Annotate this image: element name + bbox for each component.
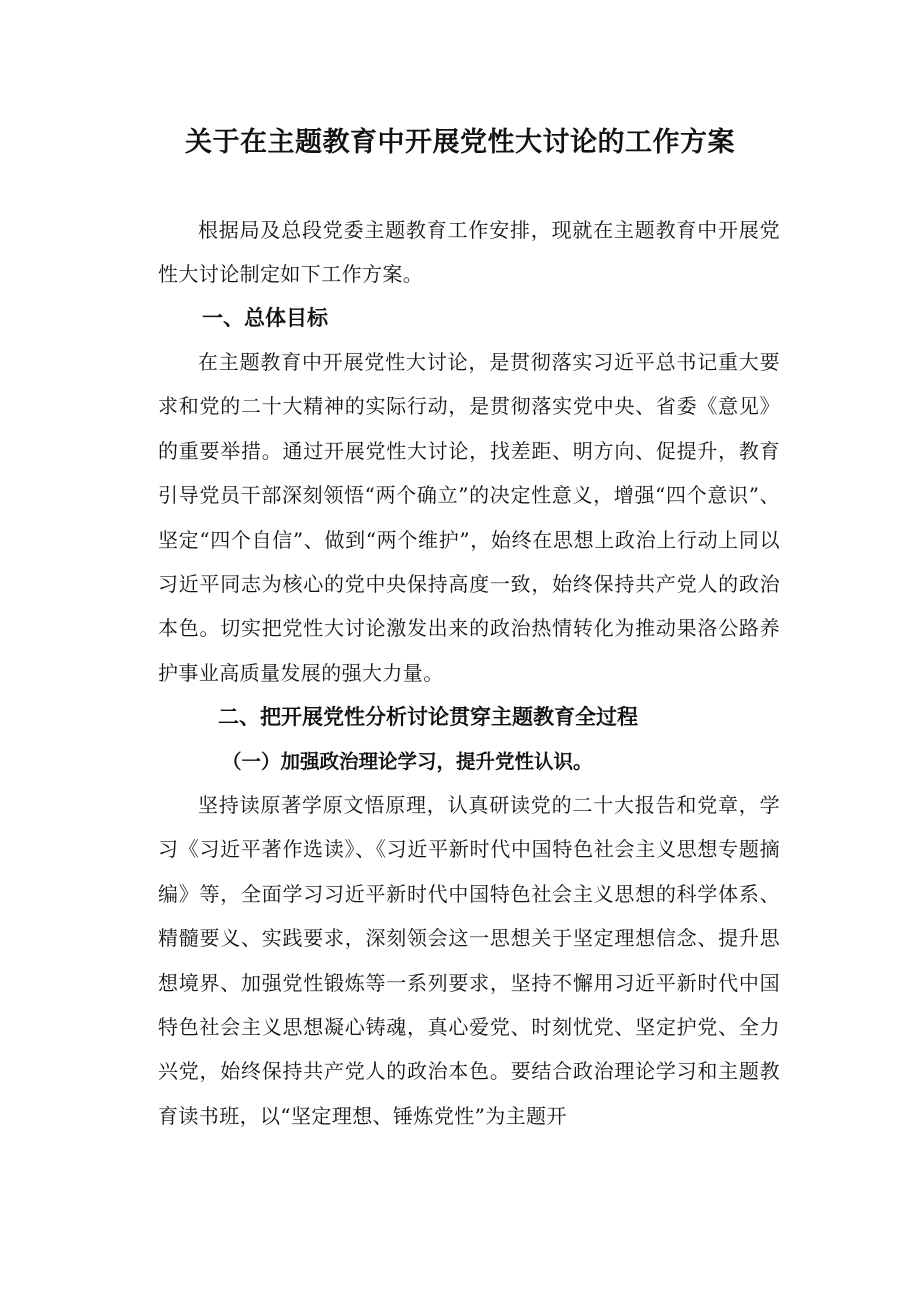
subsection-heading-theory-study: （一）加强政治理论学习，提升党性认识。: [222, 750, 593, 773]
section-heading-party-spirit-discussion: 二、把开展党性分析讨论贯穿主题教育全过程: [218, 705, 638, 729]
subsection-paragraph-theory-study: 坚持读原著学原文悟原理，认真研读党的二十大报告和党章，学习《习近平著作选读》、《习近平新时代中国特色社会主义思想专题摘编》等，全面学习习近平新时代中国特色社会主义思想的科学体系、精髓要义、实践要求，深刻领会这一思想关于坚定理想信念、提升思想境界、加强党性锻炼等一系列要求，坚持不懈用习近平新时代中国特色社会主义思想凝心铸魂，真心爱党、时刻忧党、坚定护党、全力兴党，始终保持共产党人的政治本色。要结合政治理论学习和主题教育读书班，以“坚定理想、锤炼党性”为主题开: [158, 793, 780, 1128]
intro-paragraph: 根据局及总段党委主题教育工作安排，现就在主题教育中开展党性大讨论制定如下工作方案。: [158, 218, 780, 287]
section-paragraph-overall-goals: 在主题教育中开展党性大讨论，是贯彻落实习近平总书记重大要求和党的二十大精神的实际行动，是贯彻落实党中央、省委《意见》的重要举措。通过开展党性大讨论，找差距、明方向、促提升，教育引导党员干部深刻领悟“两个确立”的决定性意义，增强“四个意识”、坚定“四个自信”、做到“两个维护”，始终在思想上政治上行动上同以习近平同志为核心的党中央保持高度一致，始终保持共产党人的政治本色。切实把党性大讨论激发出来的政治热情转化为推动果洛公路养护事业高质量发展的强大力量。: [158, 350, 780, 685]
section-heading-overall-goals: 一、总体目标: [202, 306, 328, 330]
document-title: 关于在主题教育中开展党性大讨论的工作方案: [185, 127, 735, 158]
